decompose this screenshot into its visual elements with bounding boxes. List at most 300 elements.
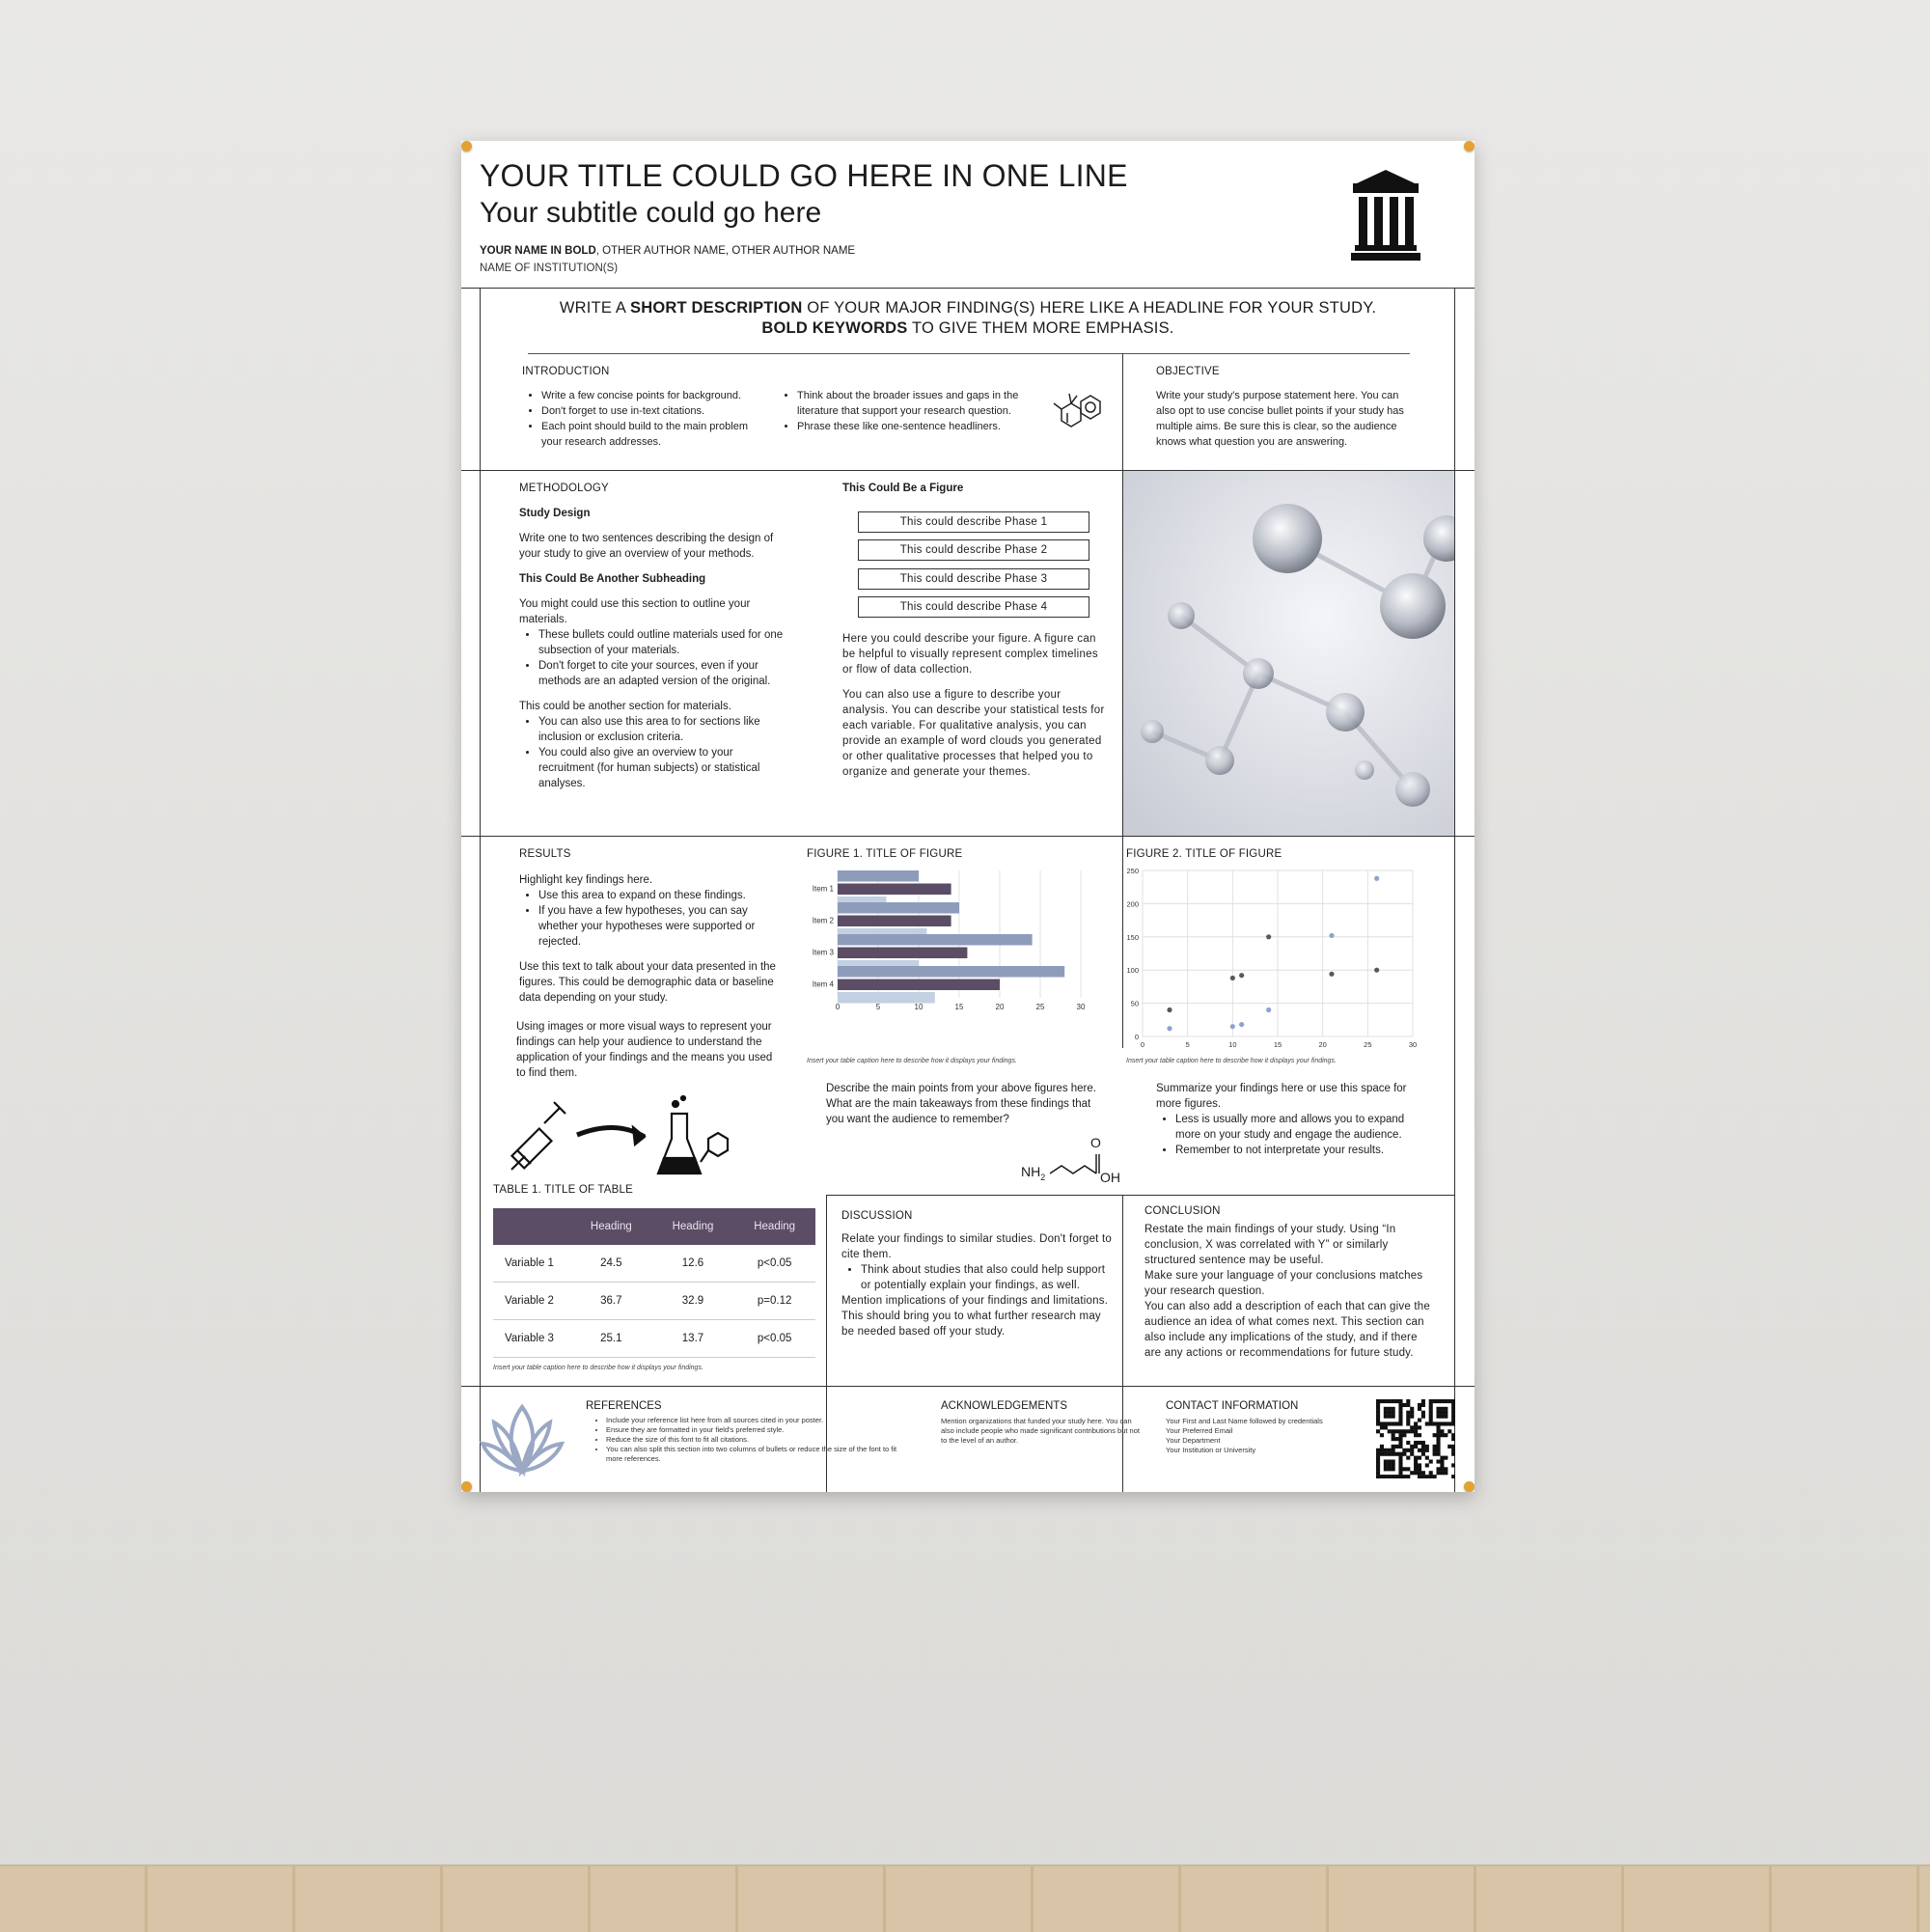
figure2-description [1156,1081,1431,1158]
list-item: • Remember to not interpretate your results. [1175,1143,1431,1158]
conclusion-body [1144,1222,1434,1365]
introduction-heading: INTRODUCTION [522,366,610,377]
paragraph: You can also use a figure to describe your analysis. You can describe your statistical tests for each variable. For qualitative analysis, you can provide an example of word clouds you generated or other qualitative processes that helped you to organize and generate your themes. [842,689,1105,778]
table-title: TABLE 1. TITLE OF TABLE [493,1184,633,1196]
paragraph: Use this text to talk about your data presented in the figures. This could be demographic data or baseline data depending on your study. [519,961,776,1004]
bar [838,916,951,927]
figure1-bar-chart [799,863,1089,1017]
lead-author: YOUR NAME IN BOLD [480,245,596,257]
tick-label: 30 [1408,1040,1418,1048]
amine-label-text: NH [1021,1164,1041,1179]
divider [461,836,1475,837]
qr-module [1392,1415,1395,1419]
qr-module [1406,1467,1410,1471]
qr-module [1398,1429,1402,1433]
authors [480,245,855,257]
qr-module [1392,1399,1395,1403]
qr-module [1388,1452,1392,1456]
bar [838,948,967,959]
scatter-point [1329,933,1334,938]
qr-module [1418,1425,1421,1429]
tick-label: 15 [1273,1040,1282,1048]
qr-module [1376,1467,1380,1471]
poster-subtitle: Your subtitle could go here [480,197,822,229]
qr-module [1392,1445,1395,1449]
qr-module [1384,1463,1388,1467]
qr-module [1402,1467,1406,1471]
qr-module [1398,1459,1402,1463]
paragraph: Make sure your language of your conclusions matches your research question. [1144,1270,1423,1297]
qr-module [1425,1449,1429,1452]
qr-module [1376,1411,1380,1415]
qr-module [1388,1407,1392,1411]
qr-module [1444,1415,1448,1419]
objective-text: Write your study's purpose statement here. You can also opt to use concise bullet points if your study has multiple aims. Be sure this is clear, so the audience knows what question you are answering. [1156,390,1404,448]
tick-label: 150 [1126,932,1139,942]
headline-text: TO GIVE THEM MORE EMPHASIS. [907,319,1174,337]
results-table [493,1208,815,1358]
scatter-point [1374,876,1379,881]
qr-module [1410,1445,1414,1449]
tick-label: 25 [1364,1040,1372,1048]
table-row [493,1245,815,1283]
qr-module [1406,1421,1410,1425]
qr-module [1414,1441,1418,1445]
qr-module [1444,1433,1448,1437]
methodology-heading: METHODOLOGY [519,483,609,494]
qr-module [1414,1425,1418,1429]
tick-label: 10 [914,1003,924,1011]
divider [1122,1195,1123,1492]
contact-heading: CONTACT INFORMATION [1166,1400,1299,1412]
list-item: • Reduce the size of this font to fit all citations. [606,1435,915,1445]
scatter-point [1266,1007,1271,1012]
bar [838,934,1033,946]
qr-module [1376,1471,1380,1475]
headline-text: WRITE A [559,299,631,317]
list-item: • Think about studies that also could help support or potentially explain your findings, as well. [861,1262,1112,1293]
qr-module [1436,1467,1440,1471]
qr-module [1406,1475,1410,1478]
list-item: • You could also give an overview to your recruitment (for human subjects) or statistical analyses. [538,745,785,791]
qr-module [1402,1449,1406,1452]
scatter-point [1167,1026,1172,1031]
qr-module [1402,1433,1406,1437]
results-table-wrapper [493,1208,815,1358]
qr-module [1418,1463,1421,1467]
divider [480,288,481,1492]
tick-label: 50 [1130,999,1139,1008]
qr-module [1436,1399,1440,1403]
qr-module [1398,1419,1402,1422]
paragraph: Using images or more visual ways to represent your findings can help your audience to understand the application of your findings and the means you used to find them. [516,1021,773,1079]
qr-module [1388,1411,1392,1415]
table-cell: 24.5 [570,1245,652,1283]
qr-module [1451,1411,1455,1415]
qr-module [1388,1475,1392,1478]
qr-module [1440,1421,1444,1425]
methodology-body [519,506,785,791]
qr-module [1406,1449,1410,1452]
paragraph: Restate the main findings of your study. Using “In conclusion, X was correlated with Y” or similarly structured sentence may be useful. [1144,1224,1396,1266]
qr-module [1410,1411,1414,1415]
qr-module [1448,1445,1451,1449]
qr-module [1451,1399,1455,1403]
qr-module [1402,1403,1406,1407]
figure1-title: FIGURE 1. TITLE OF FIGURE [807,848,963,860]
qr-module [1418,1403,1421,1407]
list-item: • Think about the broader issues and gaps in the literature that support your research question. [797,388,1043,419]
qr-module [1376,1456,1380,1460]
pin [461,1481,472,1492]
qr-module [1421,1449,1425,1452]
bar [838,980,1000,991]
qr-module [1380,1449,1384,1452]
qr-module [1376,1459,1380,1463]
qr-module [1388,1463,1392,1467]
qr-module [1406,1415,1410,1419]
qr-module [1398,1407,1402,1411]
tick-label: 25 [1035,1003,1045,1011]
scatter-point [1266,934,1271,939]
table-caption: Insert your table caption here to describe how it displays your findings. [493,1365,703,1371]
qr-module [1376,1403,1380,1407]
qr-module [1376,1399,1380,1403]
qr-module [1436,1441,1440,1445]
table-cell: Variable 1 [493,1245,570,1283]
qr-module [1392,1452,1395,1456]
qr-module [1384,1452,1388,1456]
list-item: • Don't forget to use in-text citations. [541,403,768,419]
qr-module [1384,1459,1388,1463]
qr-module [1444,1407,1448,1411]
qr-module [1429,1419,1433,1422]
pin [1464,1481,1475,1492]
table-cell: p<0.05 [733,1320,815,1358]
discussion-heading: DISCUSSION [841,1210,913,1222]
bar [838,902,959,914]
contact-line: Your Institution or University [1166,1446,1256,1454]
qr-module [1436,1445,1440,1449]
qr-module [1418,1456,1421,1460]
carbonyl-label: O [1090,1135,1101,1150]
divider [826,1195,1454,1196]
references-heading: REFERENCES [586,1400,662,1412]
discussion-body [841,1231,1112,1343]
results-body [516,872,785,1085]
figure1-caption: Insert your table caption here to describe how it displays your findings. [807,1058,1017,1064]
table-header: Heading [652,1208,734,1245]
qr-module [1384,1407,1388,1411]
scatter-point [1329,972,1334,977]
qr-module [1380,1425,1384,1429]
acknowledgements-text: Mention organizations that funded your study here. You can also include people who made significant contributions but not to the level of an author. [941,1417,1140,1445]
divider [528,353,1410,354]
paragraph: Highlight key findings here. [519,874,653,886]
qr-module [1384,1399,1388,1403]
qr-module [1384,1421,1388,1425]
qr-module [1440,1467,1444,1471]
qr-module [1429,1403,1433,1407]
list-item: • Ensure they are formatted in your field's preferred style. [606,1425,915,1435]
qr-module [1392,1433,1395,1437]
paragraph: Write one to two sentences describing the design of your study to give an overview of your methods. [519,533,774,560]
headline-text: OF YOUR MAJOR FINDING(S) HERE LIKE A HEADLINE FOR YOUR STUDY. [802,299,1377,317]
qr-module [1398,1415,1402,1419]
qr-module [1384,1467,1388,1471]
list-item: • You can also use this area to for sections like inclusion or exclusion criteria. [538,714,785,745]
qr-module [1421,1445,1425,1449]
divider [461,288,1475,289]
qr-module [1425,1463,1429,1467]
qr-module [1384,1425,1388,1429]
qr-module [1376,1415,1380,1419]
qr-module [1451,1445,1455,1449]
table-row [493,1283,815,1320]
pin [461,141,472,152]
qr-module [1406,1403,1410,1407]
lab-illustration [510,1094,731,1181]
qr-module [1380,1445,1384,1449]
tick-label: 5 [1185,1040,1190,1048]
qr-module [1433,1475,1437,1478]
hydroxyl-label: OH [1100,1170,1120,1185]
qr-module [1406,1399,1410,1403]
qr-module [1392,1449,1395,1452]
syringe-icon [511,1102,565,1170]
qr-module [1429,1411,1433,1415]
qr-module [1421,1411,1425,1415]
qr-module [1398,1441,1402,1445]
qr-module [1444,1467,1448,1471]
qr-module [1410,1407,1414,1411]
qr-module [1436,1437,1440,1441]
category-label: Item 4 [812,980,834,989]
qr-module [1410,1425,1414,1429]
qr-module [1398,1399,1402,1403]
qr-module [1451,1407,1455,1411]
introduction-right-list [778,388,1043,434]
qr-module [1436,1425,1440,1429]
qr-module [1406,1411,1410,1415]
amine-label-subscript: 2 [1040,1172,1046,1182]
qr-module [1388,1429,1392,1433]
qr-module [1398,1411,1402,1415]
qr-module [1429,1471,1433,1475]
introduction-left-list [522,388,768,450]
qr-module [1392,1421,1395,1425]
qr-module [1421,1403,1425,1407]
qr-module [1436,1452,1440,1456]
qr-module [1440,1471,1444,1475]
pin [1464,141,1475,152]
table-header: Heading [570,1208,652,1245]
tick-label: 0 [835,1003,841,1011]
qr-module [1440,1411,1444,1415]
qr-module [1440,1433,1444,1437]
qr-module [1451,1463,1455,1467]
table-cell: 36.7 [570,1283,652,1320]
qr-module [1402,1429,1406,1433]
qr-module [1398,1475,1402,1478]
qr-module [1440,1463,1444,1467]
qr-module [1398,1445,1402,1449]
qr-module [1384,1449,1388,1452]
qr-module [1388,1467,1392,1471]
scatter-point [1239,973,1244,978]
qr-module [1410,1452,1414,1456]
divider [461,1386,1475,1387]
qr-module [1398,1456,1402,1460]
qr-module [1414,1445,1418,1449]
category-label: Item 1 [812,884,834,894]
qr-module [1425,1475,1429,1478]
table-cell: 13.7 [652,1320,734,1358]
qr-module [1418,1471,1421,1475]
floor [0,1864,1930,1932]
molecule-photo [1123,471,1454,836]
qr-module [1429,1459,1433,1463]
qr-module [1440,1407,1444,1411]
qr-module [1451,1437,1455,1441]
qr-module [1410,1471,1414,1475]
arrow-icon [633,1127,645,1145]
objective-heading: OBJECTIVE [1156,366,1220,377]
category-label: Item 3 [812,948,834,957]
qr-module [1398,1467,1402,1471]
gaba-structure [1021,1135,1125,1189]
qr-module [1451,1403,1455,1407]
tick-label: 250 [1126,867,1139,875]
qr-module [1440,1459,1444,1463]
qr-module [1402,1452,1406,1456]
qr-module [1421,1471,1425,1475]
qr-module [1436,1415,1440,1419]
category-label: Item 2 [812,916,834,925]
qr-module [1436,1449,1440,1452]
qr-module [1388,1415,1392,1419]
qr-module [1395,1429,1399,1433]
qr-module [1418,1419,1421,1422]
qr-module [1451,1421,1455,1425]
tick-label: 20 [1318,1040,1327,1048]
qr-module [1392,1429,1395,1433]
qr-module [1425,1421,1429,1425]
qr-module [1380,1452,1384,1456]
qr-code[interactable] [1376,1399,1455,1478]
table-cell: 25.1 [570,1320,652,1358]
qr-module [1448,1399,1451,1403]
qr-module [1436,1407,1440,1411]
qr-module [1440,1429,1444,1433]
qr-module [1410,1449,1414,1452]
qr-module [1380,1421,1384,1425]
institution-icon [1351,170,1420,261]
tick-label: 30 [1076,1003,1086,1011]
figure-description [842,631,1108,784]
figure1-description: Describe the main points from your above figures here. What are the main takeaways from these findings that you want the audience to remember? [826,1083,1096,1125]
table-cell: Variable 2 [493,1283,570,1320]
qr-module [1376,1407,1380,1411]
qr-module [1448,1421,1451,1425]
phase-box: This could describe Phase 3 [858,568,1089,590]
scatter-point [1239,1022,1244,1027]
qr-module [1402,1475,1406,1478]
conclusion-heading: CONCLUSION [1144,1205,1221,1217]
qr-module [1418,1467,1421,1471]
tick-label: 10 [1228,1040,1237,1048]
qr-module [1376,1475,1380,1478]
qr-module [1380,1475,1384,1478]
qr-module [1444,1399,1448,1403]
qr-module [1429,1421,1433,1425]
paragraph: Mention implications of your findings and limitations. This should bring you to what further research may be needed based off your study. [841,1295,1109,1338]
qr-module [1433,1433,1437,1437]
qr-module [1451,1415,1455,1419]
qr-module [1436,1459,1440,1463]
phase-box: This could describe Phase 1 [858,511,1089,533]
qr-module [1444,1471,1448,1475]
qr-module [1433,1445,1437,1449]
list-item: • Include your reference list here from all sources cited in your poster. [606,1416,915,1425]
molecule-icon [1046,390,1108,438]
lotus-logo [479,1401,565,1477]
qr-module [1406,1429,1410,1433]
qr-module [1418,1475,1421,1478]
scatter-point [1374,968,1379,973]
qr-module [1444,1456,1448,1460]
qr-module [1414,1471,1418,1475]
headline-bold: SHORT DESCRIPTION [630,299,803,317]
qr-module [1388,1421,1392,1425]
qr-module [1421,1475,1425,1478]
qr-module [1414,1456,1418,1460]
qr-module [1398,1452,1402,1456]
qr-module [1414,1463,1418,1467]
qr-module [1392,1463,1395,1467]
qr-module [1433,1399,1437,1403]
list-item: • Less is usually more and allows you to expand more on your study and engage the audience. [1175,1112,1431,1143]
qr-module [1376,1421,1380,1425]
qr-module [1414,1429,1418,1433]
tick-label: 20 [995,1003,1005,1011]
qr-module [1451,1419,1455,1422]
tick-label: 15 [954,1003,964,1011]
table-cell: p=0.12 [733,1283,815,1320]
other-authors: , OTHER AUTHOR NAME, OTHER AUTHOR NAME [595,245,856,257]
qr-module [1398,1403,1402,1407]
qr-module [1392,1459,1395,1463]
qr-module [1392,1411,1395,1415]
qr-module [1384,1411,1388,1415]
qr-module [1380,1433,1384,1437]
qr-module [1421,1399,1425,1403]
qr-module [1440,1456,1444,1460]
qr-module [1398,1471,1402,1475]
qr-module [1421,1441,1425,1445]
qr-module [1451,1449,1455,1452]
contact-line: Your Department [1166,1436,1221,1445]
qr-module [1433,1421,1437,1425]
qr-module [1376,1419,1380,1422]
qr-module [1440,1415,1444,1419]
paragraph: This could be another section for materials. [519,701,731,712]
contact-lines [1166,1417,1359,1455]
qr-module [1451,1475,1455,1478]
qr-module [1376,1429,1380,1433]
tick-label: 100 [1126,966,1139,976]
key-finding-headline [519,298,1417,339]
